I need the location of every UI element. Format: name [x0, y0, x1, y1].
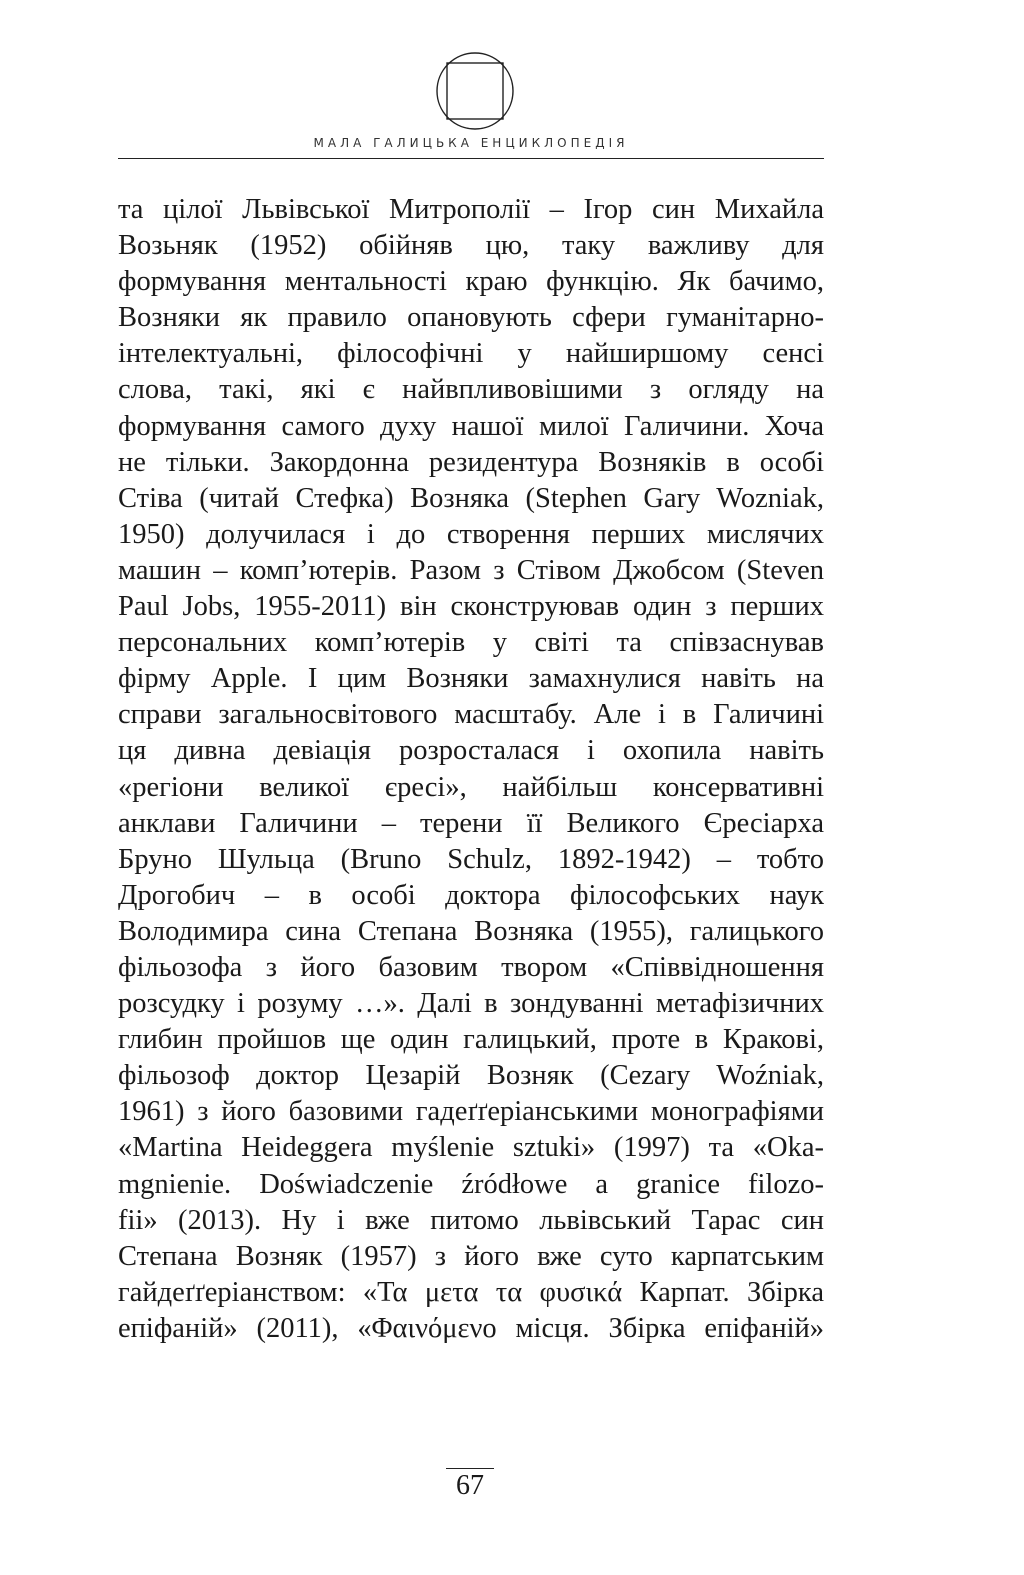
running-header-title: МАЛА ГАЛИЦЬКА ЕНЦИКЛОПЕДІЯ	[313, 136, 629, 150]
text-line: фірму Apple. І цим Возняки замахнулися навіть на	[118, 663, 824, 695]
page-number-rule	[446, 1468, 494, 1469]
text-line: формування самого духу нашої милої Галичини. Хоча	[118, 410, 824, 442]
page-number: 67	[456, 1470, 484, 1501]
text-line: Стіва (читай Стефка) Возняка (Stephen Gary Wozniak,	[118, 482, 824, 514]
text-line: Бруно Шульца (Bruno Schulz, 1892-1942) – тобто	[118, 843, 824, 875]
text-line: Володимира сина Степана Возняка (1955), галицького	[118, 915, 824, 947]
text-line: 1950) долучилася і до створення перших мислячих	[118, 518, 824, 550]
text-line: гайдеґґеріанством: «Τα μετα τα φυσικά Карпат. Збірка	[118, 1276, 824, 1308]
text-line: справи загальносвітового масштабу. Але і в Галичині	[118, 699, 824, 731]
text-line: fii» (2013). Ну і вже питомо львівський Тарас син	[118, 1204, 824, 1236]
text-line: Степана Возняк (1957) з його вже суто карпатським	[118, 1240, 824, 1272]
text-line: ця дивна девіація розросталася і охопила навіть	[118, 735, 824, 767]
text-line: анклави Галичини – терени її Великого Єресіарха	[118, 807, 824, 839]
text-line: Возняки як правило опановують сфери гуманітарно-	[118, 302, 824, 334]
text-line: машин – комп’ютерів. Разом з Стівом Джобсом (Steven	[118, 554, 824, 586]
circle-square-emblem-icon	[434, 50, 516, 132]
text-line: розсудку і розуму …». Далі в зондуванні метафізичних	[118, 988, 824, 1020]
text-line: фільозофа з його базовим твором «Співвідношення	[118, 951, 824, 983]
text-line: та цілої Львівської Митрополії – Ігор син Михайла	[118, 194, 824, 225]
text-line: «Martina Heideggera myślenie sztuki» (1997) та «Oka-	[118, 1132, 824, 1164]
text-line: Paul Jobs, 1955-2011) він сконструював один з перших	[118, 591, 824, 623]
text-line: персональних комп’ютерів у світі та співзаснував	[118, 627, 824, 659]
text-line: слова, такі, які є найвпливовішими з огляду на	[118, 374, 824, 406]
text-line: Возьняк (1952) обійняв цю, таку важливу для	[118, 230, 824, 262]
text-line: не тільки. Закордонна резидентура Возняків в особі	[118, 446, 824, 478]
text-line: mgnienie. Doświadczenie źródłowe a granice filozo-	[118, 1168, 824, 1200]
text-line: 1961) з його базовими гадеґґеріанськими монографіями	[118, 1096, 824, 1128]
text-line: «регіони великої єресі», найбільш консервативні	[118, 771, 824, 803]
text-line: формування ментальності краю функцію. Як бачимо,	[118, 266, 824, 298]
body-text	[118, 192, 824, 1347]
text-line: Дрогобич – в особі доктора філософських наук	[118, 879, 824, 911]
text-line: епіфаній» (2011), «Φαινόμενο місця. Збірка епіфаній»	[118, 1312, 824, 1344]
header-rule	[118, 158, 824, 159]
text-line: інтелектуальні, філософічні у найширшому сенсі	[118, 338, 824, 370]
text-line: глибин пройшов ще один галицький, проте в Кракові,	[118, 1024, 824, 1056]
text-line: фільозоф доктор Цезарій Возняк (Cezary Woźniak,	[118, 1060, 824, 1092]
